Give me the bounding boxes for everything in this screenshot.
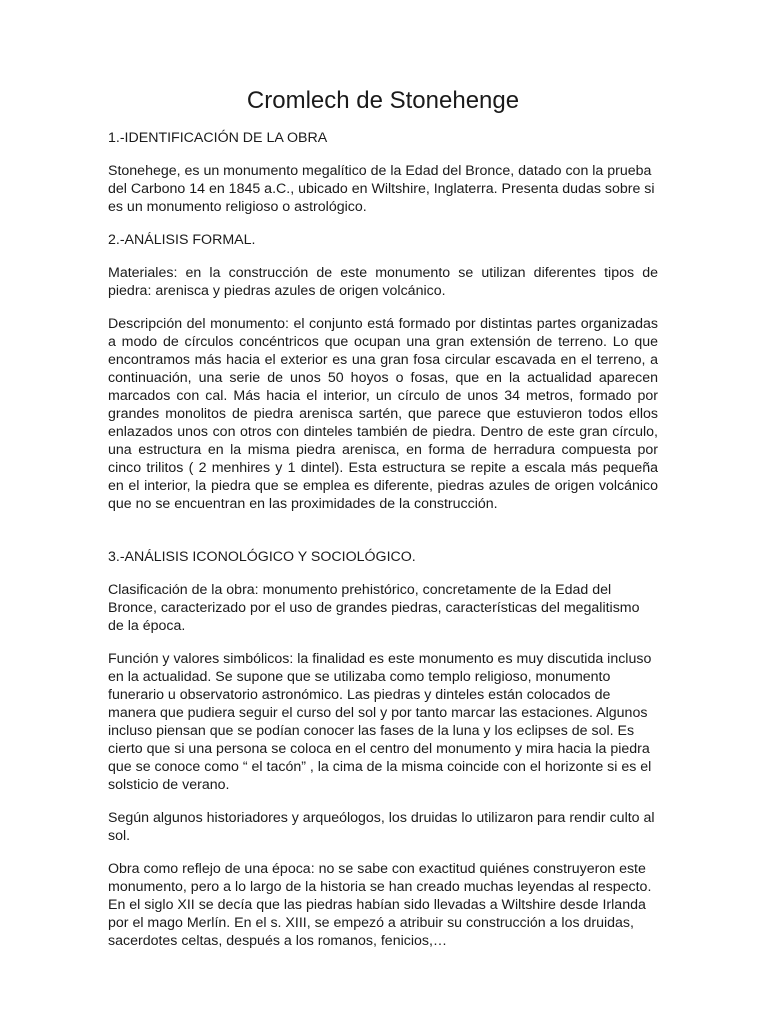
classification-paragraph: Clasificación de la obra: monumento prehistórico, concretamente de la Edad del Bronce, caracterizado por el uso de grandes piedras, características del megalitismo de la época. <box>108 582 640 634</box>
reflection-paragraph: Obra como reflejo de una época: no se sabe con exactitud quiénes construyeron este monumento, pero a lo largo de la historia se han creado muchas leyendas al respecto. En el siglo XII se decía que las piedras habían sido llevadas a Wiltshire desde Irlanda por el mago Merlín. En el s. XIII, se empezó a atribuir su construcción a los druidas, sacerdotes celtas, después a los romanos, fenicios,… <box>108 861 652 949</box>
document-content <box>108 86 658 965</box>
description-paragraph: Descripción del monumento: el conjunto está formado por distintas partes organizadas a modo de círculos concéntricos que ocupan una gran extensión de terreno. Lo que encontramos más hacia el exterior es una gran fosa circular escavada en el terreno, a continuación, una serie de unos 50 hoyos o fosas, que en la actualidad aparecen marcados con cal. Más hacia el interior, un círculo de unos 34 metros, formado por grandes monolitos de piedra arenisca sartén, que parece que estuvieron todos ellos enlazados unos con otros con dinteles también de piedra. Dentro de este gran círculo, una estructura en la misma piedra arenisca, en forma de herradura compuesta por cinco trilitos ( 2 menhires y 1 dintel). Esta estructura se repite a escala más pequeña en el interior, la piedra que se emplea es diferente, piedras azules de origen volcánico que no se encuentran en las proximidades de la construcción. <box>108 316 658 512</box>
materials-paragraph: Materiales: en la construcción de este monumento se utilizan diferentes tipos de piedra: arenisca y piedras azules de origen volcánico. <box>108 265 658 299</box>
function-paragraph: Función y valores simbólicos: la finalidad es este monumento es muy discutida incluso en la actualidad. Se supone que se utilizaba como templo religioso, monumento funerario u observatorio astronómico. Las piedras y dinteles están colocados de manera que pudiera seguir el curso del sol y por tanto marcar las estaciones. Algunos incluso piensan que se podían conocer las fases de la luna y los eclipses de sol. Es cierto que si una persona se coloca en el centro del monumento y mira hacia la piedra que se conoce como “ el tacón” , la cima de la misma coincide con el horizonte si es el solsticio de verano. <box>108 651 652 793</box>
section-spacer <box>108 528 658 548</box>
section-2-heading: 2.-ANÁLISIS FORMAL. <box>108 232 256 248</box>
druids-paragraph: Según algunos historiadores y arqueólogos, los druidas lo utilizaron para rendir culto al sol. <box>108 810 655 844</box>
section-1-paragraph: Stonehege, es un monumento megalítico de la Edad del Bronce, datado con la prueba del Carbono 14 en 1845 a.C., ubicado en Wiltshire, Inglaterra. Presenta dudas sobre si es un monumento religioso o astrológico. <box>108 163 655 215</box>
section-3-heading: 3.-ANÁLISIS ICONOLÓGICO Y SOCIOLÓGICO. <box>108 549 416 565</box>
page-title: Cromlech de Stonehenge <box>246 87 520 114</box>
section-1-heading: 1.-IDENTIFICACIÓN DE LA OBRA <box>108 130 328 146</box>
